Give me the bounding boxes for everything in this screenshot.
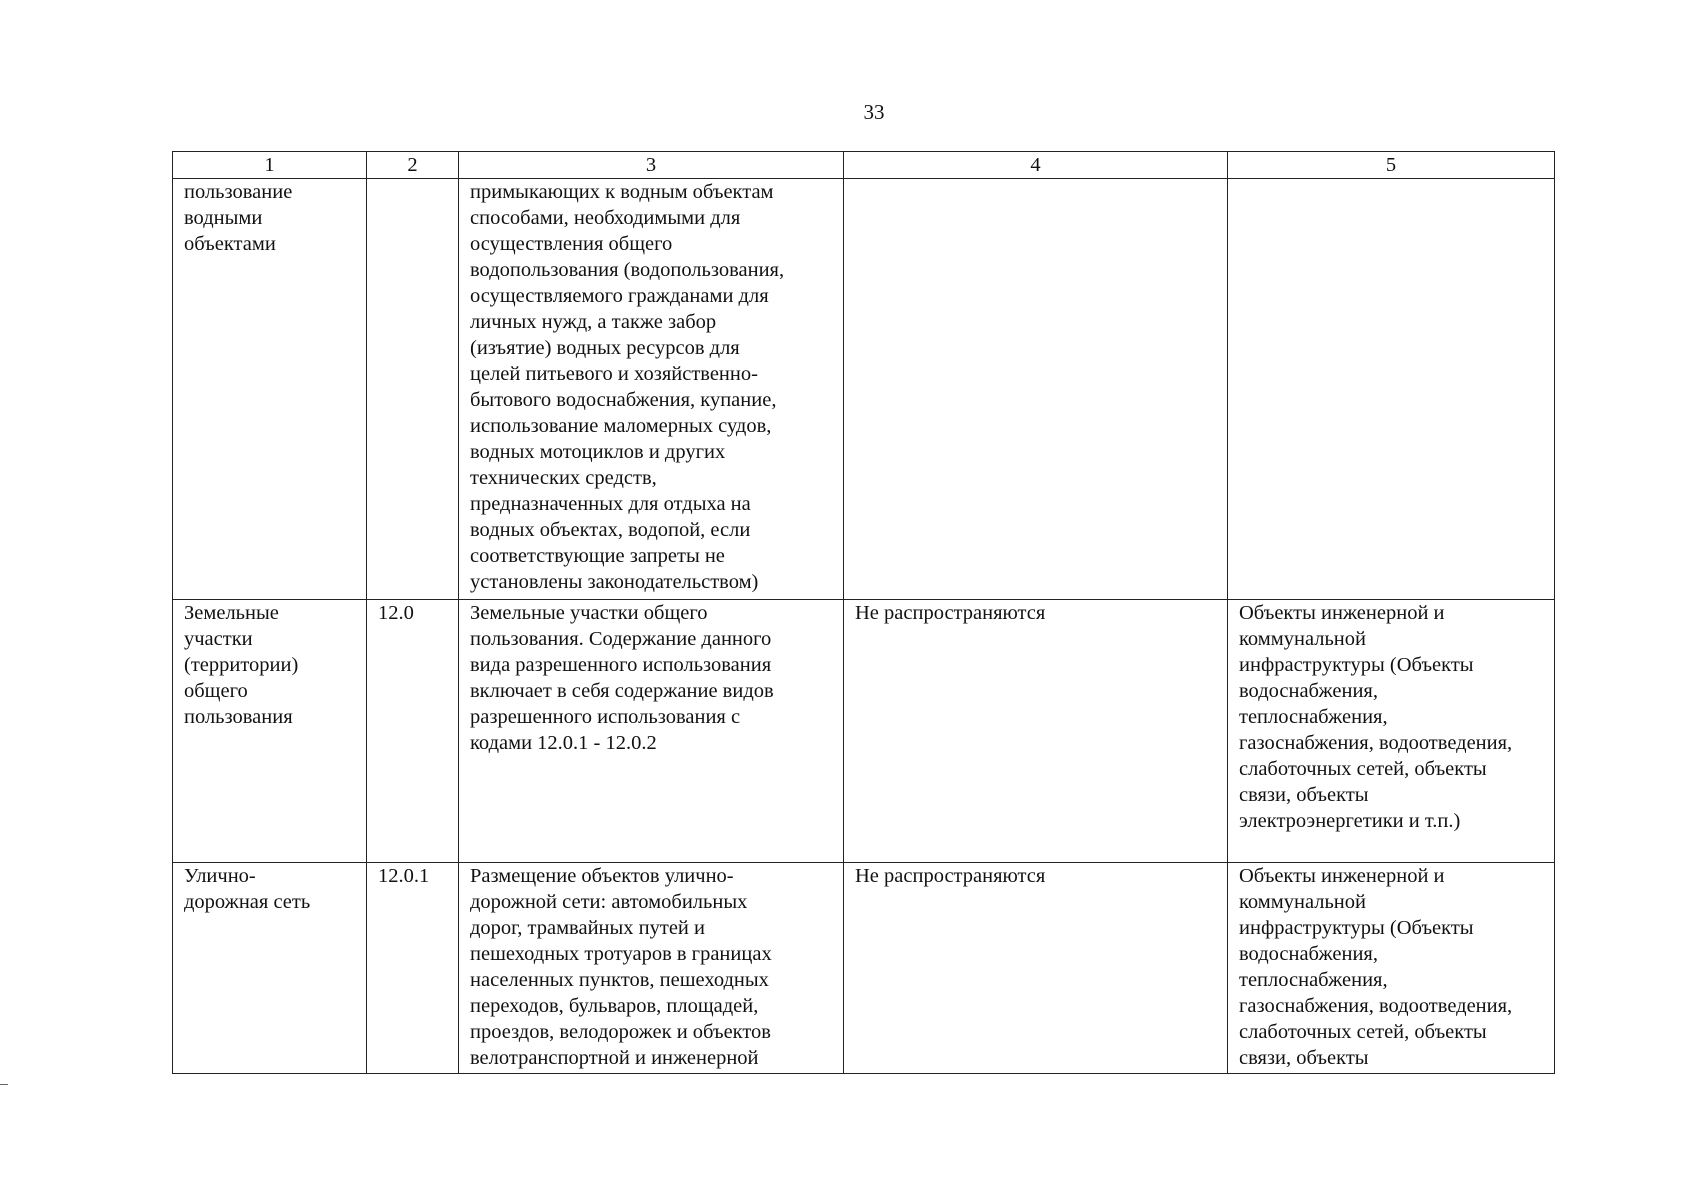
cell-text: Размещение объектов улично- дорожной сети: автомобильных дорог, трамвайных путей и пешеходных тротуаров в границах населенных пунктов, пешеходных переходов, бульваров, площадей, проездов, велодорожек и объектов велотранспортной и инженерной (470, 865, 772, 1069)
column-header-3: 3 (459, 152, 844, 179)
parameters-cell (844, 863, 1228, 1074)
cell-text: 12.0.1 (378, 865, 430, 887)
description-cell (459, 179, 844, 600)
land-use-table (172, 151, 1555, 1074)
table-row (173, 863, 1555, 1074)
cell-text: Не распространяются (855, 865, 1046, 887)
table-row (173, 600, 1555, 863)
cell-text: Не распространяются (855, 602, 1046, 624)
column-header-2: 2 (367, 152, 459, 179)
cell-text: Земельные участки общего пользования. Содержание данного вида разрешенного использования включает в себя содержание видов разрешенного использования с кодами 12.0.1 - 12.0.2 (470, 602, 774, 754)
scan-edge-mark (0, 1084, 8, 1085)
cell-text: Земельные участки (территории) общего пользования (184, 602, 299, 728)
auxiliary-uses-cell (1228, 179, 1555, 600)
cell-text: Объекты инженерной и коммунальной инфраструктуры (Объекты водоснабжения, теплоснабжения, газоснабжения, водоотведения, слаботочных сетей, объекты связи, объекты (1239, 865, 1513, 1069)
column-header-5: 5 (1228, 152, 1555, 179)
description-cell (459, 863, 844, 1074)
cell-text: Улично- дорожная сеть (184, 865, 311, 913)
parameters-cell (844, 179, 1228, 600)
land-use-name-cell (173, 179, 367, 600)
cell-text: 12.0 (378, 602, 414, 624)
code-cell (367, 600, 459, 863)
column-header-1: 1 (173, 152, 367, 179)
parameters-cell (844, 600, 1228, 863)
column-header-4: 4 (844, 152, 1228, 179)
table-header-row (173, 152, 1555, 179)
table-row (173, 179, 1555, 600)
auxiliary-uses-cell (1228, 863, 1555, 1074)
land-use-name-cell (173, 863, 367, 1074)
cell-text: пользование водными объектами (184, 181, 293, 255)
code-cell (367, 179, 459, 600)
land-use-name-cell (173, 600, 367, 863)
description-cell (459, 600, 844, 863)
auxiliary-uses-cell (1228, 600, 1555, 863)
page-number: 33 (863, 100, 885, 124)
code-cell (367, 863, 459, 1074)
cell-text: Объекты инженерной и коммунальной инфраструктуры (Объекты водоснабжения, теплоснабжения, газоснабжения, водоотведения, слаботочных сетей, объекты связи, объекты электроэнергетики и т.п.) (1239, 602, 1513, 832)
cell-text: примыкающих к водным объектам способами, необходимыми для осуществления общего водопользования (водопользования, осуществляемого гражданами для личных нужд, а также забор (изъятие) водных ресурсов для целей питьевого и хозяйственно- бытового водоснабжения, купание, использование маломерных судов, водных мотоциклов и других технических средств, предназначенных для отдыха на водных объектах, водопой, если соответствующие запреты не установлены законодательством) (470, 181, 785, 593)
